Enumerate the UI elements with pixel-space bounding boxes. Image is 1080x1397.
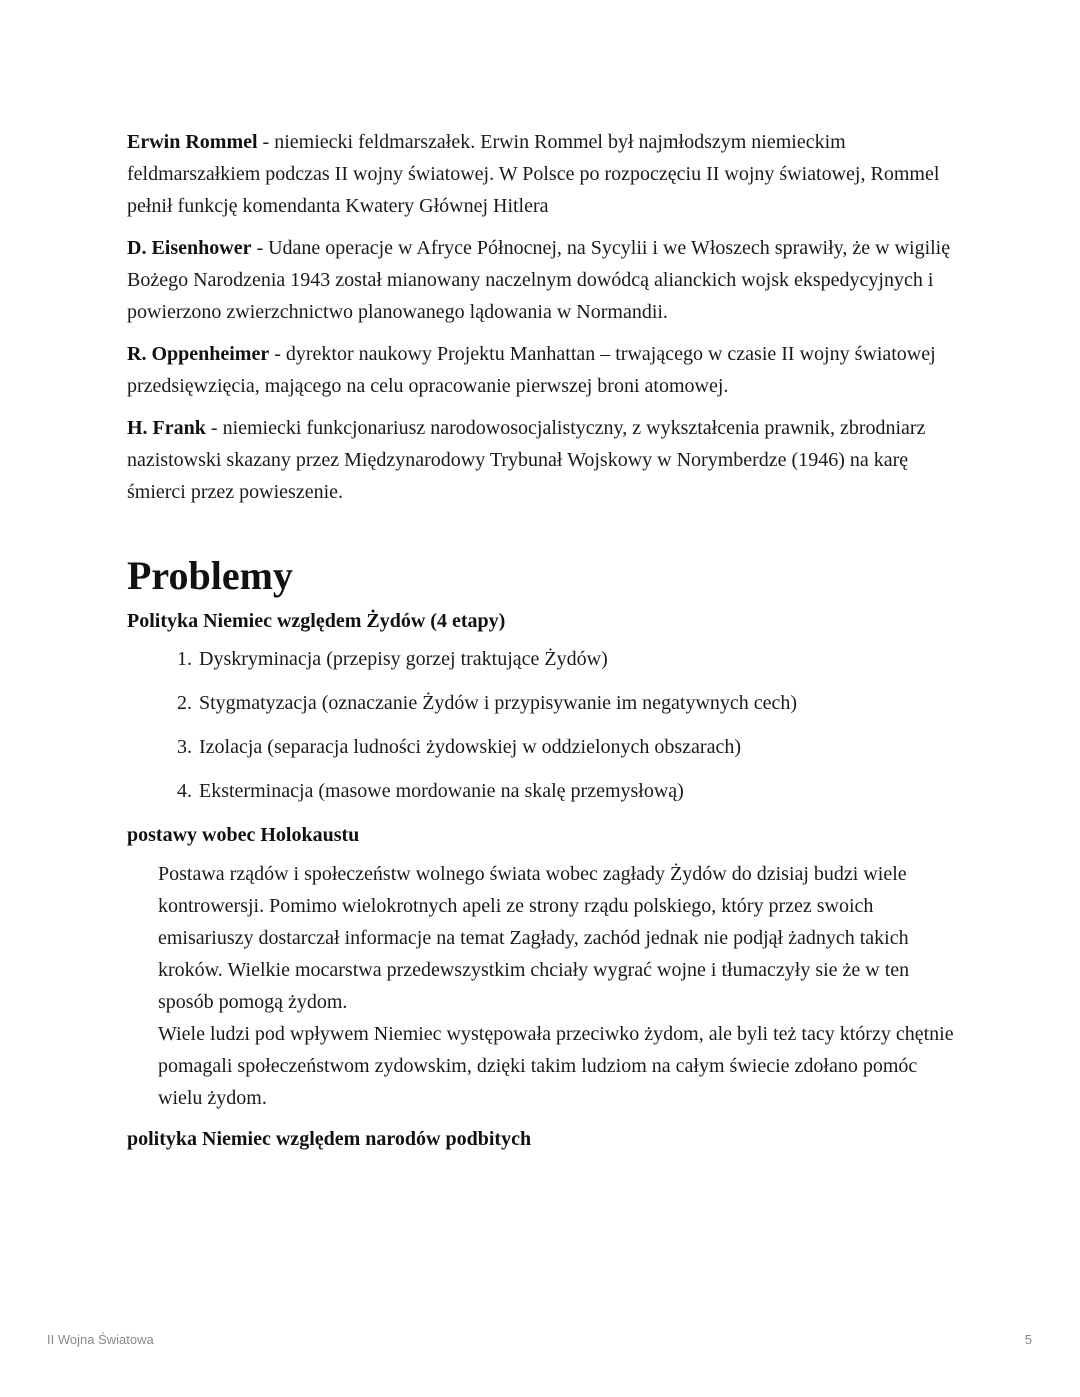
person-name: Erwin Rommel — [127, 131, 258, 153]
page-content — [127, 126, 957, 1162]
list-item: 4. Eksterminacja (masowe mordowanie na skalę przemysłową) — [197, 776, 957, 806]
list-item: 3. Izolacja (separacja ludności żydowskiej w oddzielonych obszarach) — [197, 732, 957, 762]
person-description: - niemiecki funkcjonariusz narodowosocjalistyczny, z wykształcenia prawnik, zbrodniarz nazistowski skazany przez Międzynarodowy Trybunał Wojskowy w Norymberdze (1946) na karę śmierci przez powieszenie. — [127, 417, 926, 503]
footer-page-number: 5 — [1024, 1332, 1032, 1347]
list-item: 1. Dyskryminacja (przepisy gorzej traktujące Żydów) — [197, 644, 957, 674]
attitudes-text — [127, 858, 957, 1114]
person-description: - niemiecki feldmarszałek. Erwin Rommel był najmłodszym niemieckim feldmarszałkiem podczas II wojny światowej. W Polsce po rozpoczęciu II wojny światowej, Rommel pełnił funkcję komendanta Kwatery Głównej Hitlera — [127, 131, 940, 217]
paragraph: Wiele ludzi pod wpływem Niemiec występowała przeciwko żydom, ale byli też tacy którzy chętnie pomagali społeczeństwom zydowskim, dzięki takim ludziom na całym świecie zdołano pomóc wielu żydom. — [158, 1023, 954, 1109]
person-name: D. Eisenhower — [127, 237, 252, 259]
list-item: 2. Stygmatyzacja (oznaczanie Żydów i przypisywanie im negatywnych cech) — [197, 688, 957, 718]
stages-list — [127, 644, 957, 806]
person-name: R. Oppenheimer — [127, 343, 270, 365]
subheading-attitudes: postawy wobec Holokaustu — [127, 824, 360, 846]
person-entry-rommel — [127, 126, 957, 222]
person-entry-frank — [127, 412, 957, 508]
person-description: - dyrektor naukowy Projektu Manhattan – trwającego w czasie II wojny światowej przedsięwzięcia, mającego na celu opracowanie pierwszej broni atomowej. — [127, 343, 936, 397]
footer-document-title: II Wojna Światowa — [47, 1332, 154, 1347]
person-name: H. Frank — [127, 417, 206, 439]
person-description: - Udane operacje w Afryce Północnej, na Sycylii i we Włoszech sprawiły, że w wigilię Bożego Narodzenia 1943 został mianowany naczelnym dowódcą alianckich wojsk ekspedycyjnych i powierzono zwierzchnictwo planowanego lądowania w Normandii. — [127, 237, 951, 323]
paragraph: Postawa rządów i społeczeństw wolnego świata wobec zagłady Żydów do dzisiaj budzi wiele kontrowersji. Pomimo wielokrotnych apeli ze strony rządu polskiego, który przez swoich emisariuszy dostarczał informacje na temat Zagłady, zachód jednak nie podjął żadnych takich kroków. Wielkie mocarstwa przedewszystkim chciały wygrać wojne i tłumaczyły sie że w ten sposób pomogą żydom. — [158, 863, 910, 1013]
person-entry-eisenhower — [127, 232, 957, 328]
person-entry-oppenheimer — [127, 338, 957, 402]
section-title-problems: Problemy — [127, 553, 293, 598]
subheading-conquered-nations: polityka Niemiec względem narodów podbitych — [127, 1128, 532, 1150]
subheading-jews-policy: Polityka Niemiec względem Żydów (4 etapy) — [127, 610, 506, 632]
